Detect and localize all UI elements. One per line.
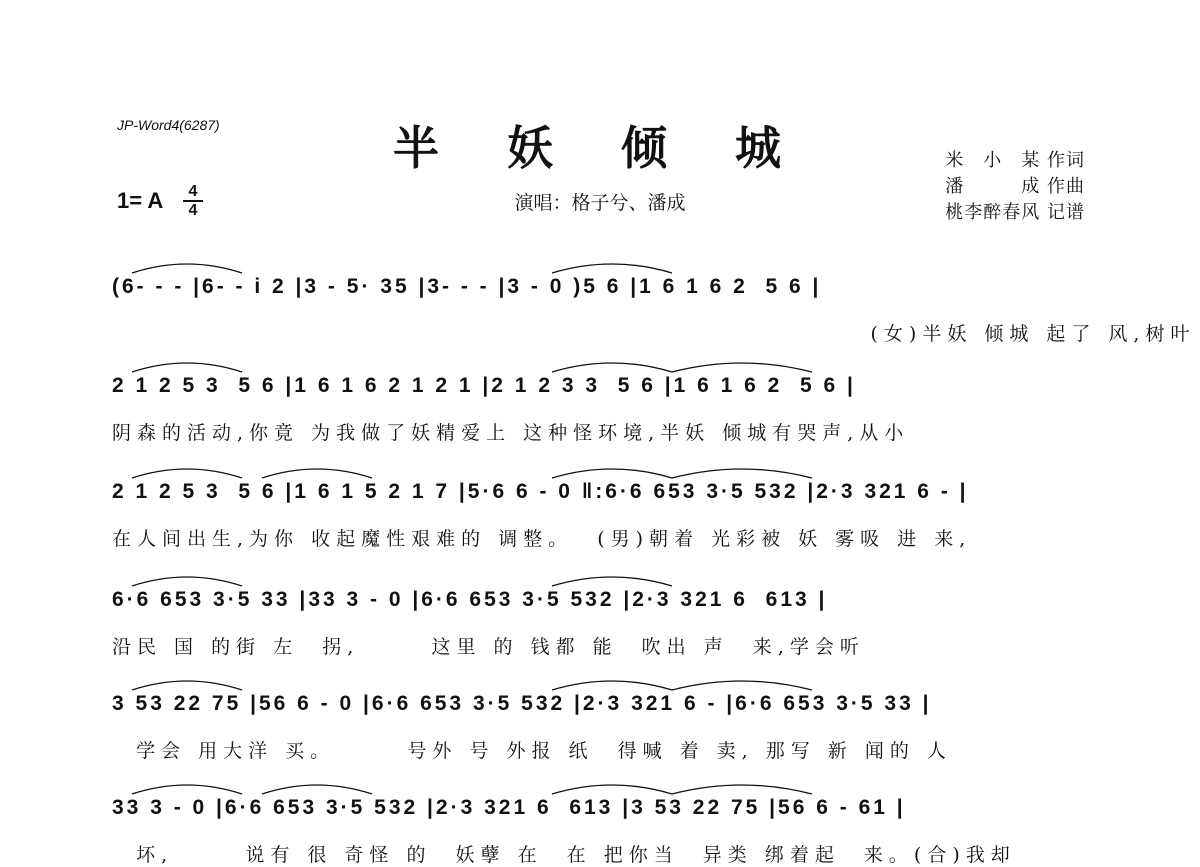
lyrics-line: 在人间出生,为你 收起魔性艰难的 调整。 (男)朝着 光彩被 妖 雾吸 进 来, bbox=[112, 528, 972, 550]
notation-line: 2 1 2 5 3 5 6 |1 6 1 5 2 1 7 |5·6 6 - 0 ‖:6·6 653 3·5 532 |2·3 321 6 - | bbox=[112, 480, 969, 503]
tie-arc bbox=[552, 264, 672, 273]
software-version: JP-Word4(6287) bbox=[117, 117, 220, 133]
tie-arc bbox=[132, 785, 242, 794]
tie-arcs bbox=[112, 566, 1092, 596]
lyrics-line: 阴森的活动,你竟 为我做了妖精爱上 这种怪环境,半妖 倾城有哭声,从小 bbox=[112, 422, 910, 444]
tie-arcs bbox=[112, 253, 1092, 283]
tie-arc bbox=[552, 363, 672, 372]
notation-line: (6- - - |6- - i 2 |3 - 5· 35 |3- - - |3 - 0 )5 6 |1 6 1 6 2 5 6 | bbox=[112, 275, 822, 298]
tie-arc bbox=[132, 681, 242, 690]
tie-arcs bbox=[112, 352, 1092, 382]
key-signature: 1= A bbox=[117, 188, 164, 213]
time-signature-bottom: 4 bbox=[188, 202, 198, 219]
notation-line: 6·6 653 3·5 33 |33 3 - 0 |6·6 653 3·5 532 |2·3 321 6 613 | bbox=[112, 588, 828, 611]
tie-arc bbox=[132, 264, 242, 273]
tie-arc bbox=[672, 469, 812, 478]
tie-arc bbox=[672, 681, 812, 690]
tie-arc bbox=[552, 469, 672, 478]
tie-arc bbox=[132, 363, 242, 372]
tie-arc bbox=[552, 785, 672, 794]
tie-arc bbox=[552, 577, 672, 586]
tie-arcs bbox=[112, 774, 1092, 804]
lyrics-line: (女)半妖 倾城 起了 风,树叶 bbox=[112, 323, 1196, 345]
tie-arc bbox=[672, 363, 812, 372]
tie-arcs bbox=[112, 670, 1092, 700]
tie-arc bbox=[262, 469, 372, 478]
time-signature-top: 4 bbox=[188, 183, 198, 200]
tie-arc bbox=[552, 681, 672, 690]
notation-line: 3 53 22 75 |56 6 - 0 |6·6 653 3·5 532 |2·3 321 6 - |6·6 653 3·5 33 | bbox=[112, 692, 932, 715]
lyricist-credit: 米 小 某 作词 bbox=[945, 150, 1085, 171]
credits-block bbox=[945, 148, 1085, 226]
lyrics-line: 沿民 国 的街 左 拐, 这里 的 钱都 能 吹出 声 来,学会听 bbox=[112, 636, 865, 658]
tie-arc bbox=[262, 785, 372, 794]
tie-arc bbox=[672, 785, 812, 794]
transcriber-credit: 桃李醉春风 记谱 bbox=[945, 202, 1085, 223]
lyrics-line: 坏, 说有 很 奇怪 的 妖孽 在 在 把你当 异类 绑着起 来。(合)我却 bbox=[112, 844, 1016, 866]
composer-credit: 潘 成 作曲 bbox=[945, 176, 1085, 197]
tie-arcs bbox=[112, 458, 1092, 488]
song-title: 半 妖 倾 城 bbox=[392, 121, 808, 175]
notation-line: 2 1 2 5 3 5 6 |1 6 1 6 2 1 2 1 |2 1 2 3 3 5 6 |1 6 1 6 2 5 6 | bbox=[112, 374, 856, 397]
lyrics-line: 学会 用大洋 买。 号外 号 外报 纸 得喊 着 卖, 那写 新 闻的 人 bbox=[112, 740, 952, 762]
notation-line: 33 3 - 0 |6·6 653 3·5 532 |2·3 321 6 613 |3 53 22 75 |56 6 - 61 | bbox=[112, 796, 906, 819]
tie-arc bbox=[132, 469, 242, 478]
singers-line: 演唱：格子兮、潘成 bbox=[514, 192, 686, 214]
tie-arc bbox=[132, 577, 242, 586]
